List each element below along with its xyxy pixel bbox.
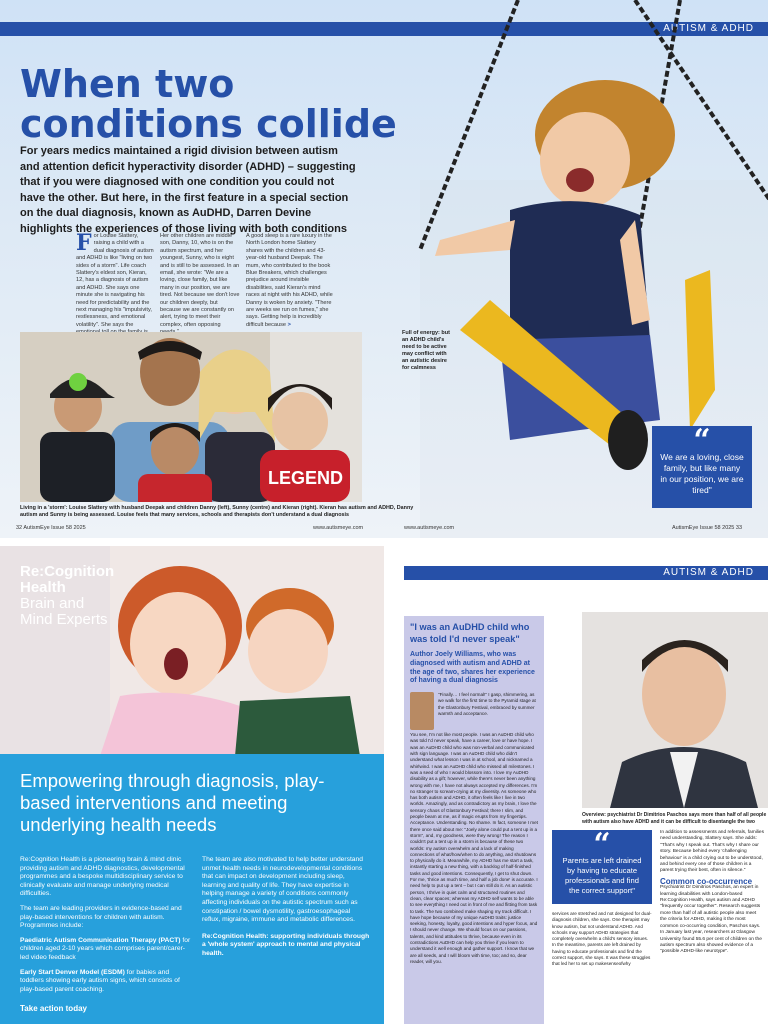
right-column-text-2: Psychiatrist Dr Dimitrios Paschos, an expert in learning disabilities with London-based Re:Cognition Health, says autism and ADHD "frequently occur together". Research suggests more than half of all autistic people also meet the criteria for ADHD, making it the most common co-occurring condition, Paschos says. In January last year, researchers at Glasgow University found 55.6 per cent of children on the autism spectrum also showed evidence of a "possible ADHD-like neurotype". bbox=[660, 885, 762, 955]
esdm-text: for babies and toddlers showing early autism signs, which consists of play-based parent coaching. bbox=[20, 968, 180, 993]
doctor-photo bbox=[582, 612, 768, 808]
section-bar-2 bbox=[404, 566, 768, 580]
brand-logo bbox=[20, 564, 114, 628]
url-left: www.autismeye.com bbox=[313, 525, 364, 531]
section-label-2: AUTISM & ADHD bbox=[663, 567, 754, 578]
subhead-common-cooccurrence: Common co-occurrence bbox=[660, 876, 753, 886]
advert-left-column bbox=[20, 856, 192, 994]
quote-mark-icon: “ bbox=[693, 423, 711, 458]
sidebar-box bbox=[404, 616, 544, 1024]
body-column-3-text: A good sleep is a rare luxury in the North London home Slattery shares with the children and 43-year-old husband Deepak. The mum, who contributed to the book Blue Breakers, which challenges prejudice around invisible disabilities, said Kieran's mind races at night with his ADHD, while Danny is woken by anxiety. "There are weeks we run on fumes," she says. Getting help is incredibly difficult because bbox=[246, 233, 333, 328]
sidebar-title: "I was an AuDHD child who was told I'd never speak" bbox=[410, 622, 530, 644]
headline-line-2: conditions collide bbox=[20, 102, 397, 146]
headline-line-1: When two bbox=[20, 62, 235, 106]
shirt-text: LEGEND bbox=[268, 468, 344, 488]
body-column-1-text: or Louise Slattery, raising a child with a dual diagnosis of autism and ADHD is like "living on two sides of a storm". Life coach Slattery's eldest son, Kieran, 12, has a diagnosis of autism and ADHD. She says one minute she is navigating his need for predictability and the next managing his "impulsivity, restlessness, and emotional volatility". She says the bbox=[76, 233, 154, 328]
author-avatar bbox=[410, 692, 434, 730]
pact-text: for children aged 2-10 years which comprises parent/carer-led video feedback bbox=[20, 936, 191, 961]
swing-photo-caption: Full of energy: but an ADHD child's need to be active may conflict with an autistic desire for calmness bbox=[402, 330, 450, 371]
recognition-advert bbox=[0, 546, 384, 1024]
advert-title-band bbox=[0, 754, 384, 846]
right-column-text: In addition to assessments and referrals, families need understanding, Slattery says. She adds: "That's why I speak out. That's why I share our story. Because behind every 'challenging behaviour' is a child crying out to be understood, and behind every one of those children is a parent trying their best, often in silence." bbox=[660, 830, 764, 874]
pact-item bbox=[20, 937, 192, 963]
advert-text-band bbox=[0, 846, 384, 1024]
body-column-3 bbox=[246, 233, 334, 333]
advert-paragraph-1: Re:Cognition Health is a pioneering brain & mind clinic providing autism and ADHD diagnostics, developmental programmes and a bespoke multidisciplinary service to clinically evaluate and manage underlying medical difficulties. bbox=[20, 856, 185, 898]
sidebar-standfirst: Author Joely Williams, who was diagnosed with autism and ADHD at the age of two, shares her experience of having a dual diagnosis bbox=[410, 651, 535, 685]
feature-continued-page bbox=[392, 546, 768, 1024]
drop-cap: F bbox=[76, 230, 92, 256]
body-column-2: Her other children are middle son, Danny, 10, who is on the autism spectrum, and her youngest, Sunny, who is eight and is still to be assessed. In an email, she wrote: "We are a loving, close family, but like many in our position, we are tired. Not because we don't love our children deeply, but because we are constantly on alert, trying to meet their complex, often opposing bbox=[160, 233, 240, 328]
pull-quote-top bbox=[652, 423, 752, 508]
pull-quote-bottom bbox=[552, 827, 652, 904]
continue-arrow-icon: > bbox=[287, 321, 291, 328]
esdm-title: Early Start Denver Model (ESDM) bbox=[20, 968, 125, 976]
sidebar-intro-text: "Finally… I feel normal!" I gasp, shimmering, as we walk for the first time to the Pyramid stage at the Glastonbury Festival, embraced by summer warmth and acceptance. bbox=[438, 692, 536, 717]
brand-line-3: Brain and bbox=[20, 595, 85, 612]
pull-quote-text: We are a loving, close family, but like many in our position, we are tired" bbox=[660, 452, 744, 495]
advert-cta[interactable]: Take action today bbox=[20, 1004, 87, 1013]
advert-right-column bbox=[202, 856, 370, 959]
esdm-item bbox=[20, 969, 192, 995]
mid-column: services are stretched and not designed for dual-diagnosis children, she says. One therapist may know autism, but not understand ADHD. And schools may support ADHD strategies that completely overwhelm a child's sensory issues. In the meantime, parents are left drained by having to educate professionals and find the correct support, she says. It was these struggles that led her to set up makesenseofwhy bbox=[552, 911, 652, 967]
headline bbox=[20, 64, 400, 144]
family-photo bbox=[20, 332, 362, 502]
sidebar-intro bbox=[410, 692, 538, 730]
brand-line-2: Health bbox=[20, 579, 66, 596]
quote-mark-icon-2: “ bbox=[593, 827, 611, 862]
folio-left: 32 AutismEye Issue 58 2025 bbox=[16, 525, 86, 531]
url-right: www.autismeye.com bbox=[404, 525, 455, 531]
doctor-photo-caption: Overview: psychiatrist Dr Dimitrios Paschos says more than half of all people with autism also have ADHD and it can be difficult to disentangle the two bbox=[582, 812, 767, 825]
body-column-1 bbox=[76, 230, 156, 333]
advert-paragraph-2: The team are leading providers in evidence-based and play-based interventions for children with autism. Programmes include: bbox=[20, 904, 182, 930]
advert-title: Empowering through diagnosis, play-based interventions and meeting underlying health needs bbox=[20, 770, 325, 835]
pact-title: Paediatric Autism Communication Therapy (PACT) bbox=[20, 936, 181, 944]
brand-line-4: Mind Experts bbox=[20, 611, 108, 628]
family-photo-caption: Living in a 'storm': Louise Slattery with husband Deepak and children Danny (left), Sunny (centre) and Kieran (right). Kieran has autism and ADHD, Danny autism and Sunny is being assessed. Louise feels that many services, schools and therapists don't understand a dual diagnosis bbox=[20, 505, 414, 518]
standfirst: For years medics maintained a rigid division between autism and attention deficit hyperactivity disorder (ADHD) – suggesting that if you were diagnosed with one condition you could not have the other. But here, in the first feature in a special section on the dual diagnosis, known as AuDHD, Darren Devine highlights the experiences of those living with both conditions bbox=[20, 145, 356, 235]
swing-photo bbox=[380, 0, 768, 480]
advert-paragraph-3: The team are also motivated to help better understand unmet health needs in neurodevelopmental conditions that can impact on development including sleep, learning and quality of life. They have expertise in helping manage a variety of conditions commonly affecting individuals on the autistic spectrum such as constipation / bowel dysmotility, gastroesophageal reflux, migraine, immune and metabolic differences. bbox=[202, 856, 363, 924]
family-photo-illustration bbox=[20, 332, 362, 502]
advert-whole-system: Re:Cognition Health: supporting individuals through a 'whole system' approach to mental and physical health. bbox=[202, 932, 370, 957]
pull-quote-bottom-text: Parents are left drained by having to educate professionals and find the correct support" bbox=[562, 856, 642, 895]
right-column bbox=[660, 830, 764, 956]
sidebar-body: You see, I'm not like most people. I was an AuDHD child who was told I'd never speak, have a career, love or have hope. I was an AuDHD child who was non-verbal and communicated with sign language. I was an AuDHD child who didn't understand what lesson I was in at school, and nicknamed a whirlwind. I was an AuDHD child who missed all milestones. I was a seed of who I would blossom into. I love my AuDHD disability as a gift; however, while there's never been anything wrong with me, I have not always accepted my differences. I'm no stranger to scream-crying at my diversity. As someone who has both autism and ADHD, it often feels like I live in two worlds. Amazingly, and as contradictory as my brain, I love the sensory chaos of Glastonbury Festival; there I slim, and people beam at me, as if magic erupts from my fingertips. Acceptance. Understanding. No shame. In fact, someone I met there once said about me: "Joely alone could put a tent up in a storm", and, my goodness, were they wrong! The reason I couldn't put a tent up in a storm is because of these two worlds: my autism overwhelm and a lack of making connections of what/how/when to do anything, and shutdowns to physically do it. Meanwhile, my ADHD has me start a task, instantly starting a new thing, with a backlog of half-finished tasks and good intentions. Consequently, I get to shut down. For me, 'thrice as much time, and half a job done' is accurate. I need help to put up a tent – but I can still do it. As an autistic person, I thrive in quiet calm and structured routines and clean, clear spaces; whereas my ADHD self wants to be able to see everything I need out in front of me and flitting from task to task. The two combined make shaping my track difficult. I have hope because of my unique AuDHD traits: justice seeking, honesty, loyalty, good intentions and hyper focus, and I should never change. We should focus on our passions, talents, and kind attitudes to thrive, because even in its contradictions AuDHD can help you thrive if you learn to understand it well enough and gather support. I know that we are all seeds, and I will bloom with time, too; and so, dear reader, will you. bbox=[410, 732, 538, 964]
section-label: AUTISM & ADHD bbox=[663, 23, 754, 34]
folio-right: AutismEye Issue 58 2025 33 bbox=[672, 525, 743, 531]
brand-line-1: Re:Cognition bbox=[20, 563, 115, 580]
